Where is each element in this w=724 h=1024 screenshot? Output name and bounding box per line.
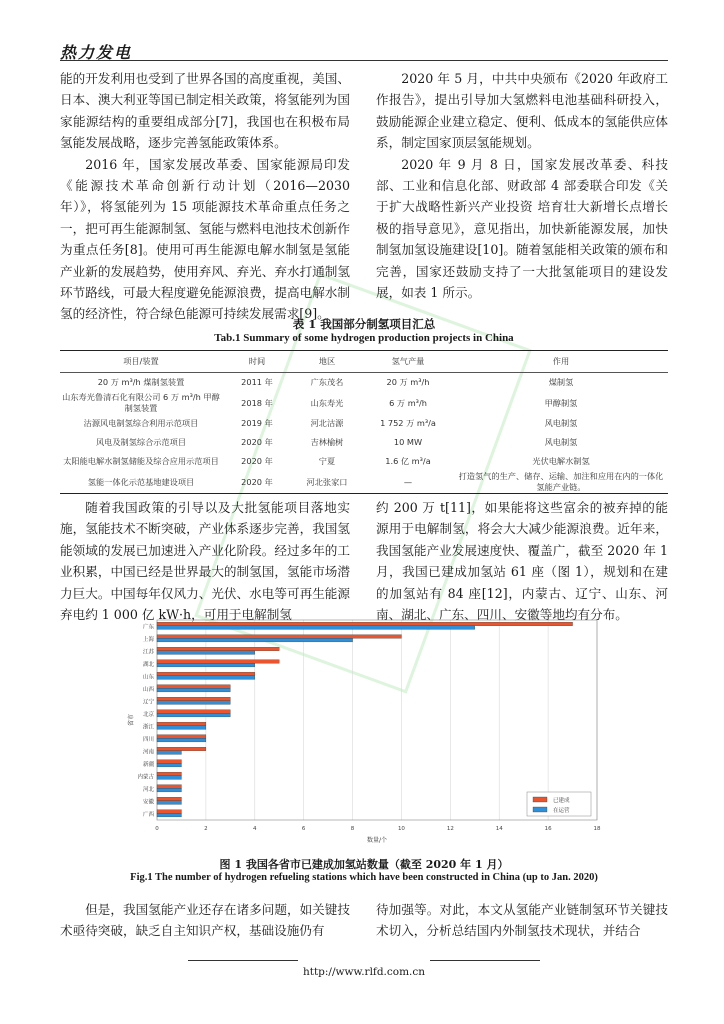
bottom-right-column xyxy=(376,899,668,942)
table-cell: 2019 年 xyxy=(241,418,273,428)
table-cell: 20 万 m³/h xyxy=(386,377,430,387)
left-mid-column xyxy=(60,497,350,625)
y-tick-label: 新疆 xyxy=(142,761,154,768)
table-header-cell: 地区 xyxy=(292,351,362,373)
table-caption-cn: 表 1 我国部分制氢项目汇总 xyxy=(292,317,436,331)
paragraph: 能的开发利用也受到了世界各国的高度重视，美国、日本、澳大利亚等国已制定相关政策，将氢能列为国家能源结构的重要组成部分[7]，我国也在积极布局氢能发展战略，逐步完善氢能政策体系。 xyxy=(60,71,350,151)
bar xyxy=(157,710,230,714)
table-cell: 2011 年 xyxy=(241,377,273,387)
table-cell: 6 万 m³/h xyxy=(389,397,427,408)
x-tick-label: 8 xyxy=(350,826,355,832)
projects-table xyxy=(60,350,668,494)
x-tick-label: 6 xyxy=(301,826,306,832)
y-tick-label: 北京 xyxy=(142,711,154,718)
table-cell: 太阳能电解水制氢储能及综合应用示范项目 xyxy=(63,456,219,466)
bar xyxy=(157,663,255,667)
table-cell: 甲醇制氢 xyxy=(544,397,578,408)
x-tick-label: 14 xyxy=(495,826,503,832)
bar xyxy=(157,688,230,692)
bar xyxy=(157,810,181,814)
table-header-cell: 氢气产量 xyxy=(362,351,454,373)
legend-swatch xyxy=(533,797,547,802)
y-tick-label: 江苏 xyxy=(142,649,154,656)
y-tick-label: 四川 xyxy=(142,736,154,743)
table-cell: 河北沽源 xyxy=(310,418,344,428)
y-tick-label: 安徽 xyxy=(142,799,154,806)
table-cell: 20 万 m³/h 煤制氢装置 xyxy=(97,377,185,387)
bar xyxy=(157,785,181,789)
x-axis-label: 数量/个 xyxy=(366,837,388,844)
hydrogen-stations-chart xyxy=(125,618,605,846)
x-tick-label: 18 xyxy=(593,826,601,832)
y-axis-label: 省市 xyxy=(128,713,135,727)
paragraph: 2016 年，国家发展改革委、国家能源局印发《能源技术革命创新行动计划（2016—2030 年）》，将氢能列为 15 项能源技术革命重点任务之一，把可再生能源制氢、氢能与燃料电池技术创新作为重点任务[8]。使用可再生能源电解水制氢是氢能产业新的发展趋势，使用弃风、弃光、弃水打通制氢环节路线，可最大程度避免能源浪费，提高电解水制氢的经济性，符合绿色能源可持续发展需求[9]。 xyxy=(60,156,350,322)
bar xyxy=(157,622,573,626)
table-row xyxy=(60,414,668,433)
bar xyxy=(157,685,230,689)
table-cell: 沽源风电制氢综合利用示范项目 xyxy=(83,418,199,428)
bar xyxy=(157,647,279,651)
table-row xyxy=(60,471,668,494)
bar xyxy=(157,788,181,792)
paragraph: 2020 年 5 月，中共中央颁布《2020 年政府工作报告》，提出引导加大氢燃料电池基础科研投入，鼓励能源企业建立稳定、便利、低成本的氢能供应体系，制定国家顶层氢能规划。 xyxy=(376,71,668,151)
right-mid-column xyxy=(376,497,668,625)
table-header-cell: 时间 xyxy=(222,351,292,373)
bottom-left-column xyxy=(60,899,350,942)
table-header-cell: 作用 xyxy=(454,351,668,373)
figure-caption-cn: 图 1 我国各省市已建成加氢站数量（截至 2020 年 1 月） xyxy=(219,858,509,871)
bar xyxy=(157,651,255,655)
table-cell: 2018 年 xyxy=(241,397,273,408)
bar xyxy=(157,722,206,726)
table-row xyxy=(60,373,668,393)
footer-rule-left xyxy=(188,960,298,961)
legend-swatch xyxy=(533,807,547,812)
table-row xyxy=(60,392,668,414)
bar xyxy=(157,701,230,705)
table-cell: 风电制氢 xyxy=(544,418,578,428)
bar xyxy=(157,635,401,639)
bar xyxy=(157,760,181,764)
table-row xyxy=(60,433,668,452)
table-cell: 广东茂名 xyxy=(310,377,344,387)
bar xyxy=(157,713,230,717)
bar xyxy=(157,776,181,780)
paragraph: 约 200 万 t[11]，如果能将这些富余的被弃掉的能源用于电解制氢，将会大大减少能源浪费。近年来，我国氢能产业发展速度快、覆盖广，截至 2020 年 1 月，我国已建成加氢站 61 座（图 1），规划和在建的加氢站有 84 座[12]，内蒙古、辽宁、山东、河南、湖北、广东、四川、安徽等地均有分布。 xyxy=(376,500,668,623)
bar xyxy=(157,672,255,676)
bar xyxy=(157,697,230,701)
bar xyxy=(157,772,181,776)
paragraph: 但是，我国氢能产业还存在诸多问题，如关键技术亟待突破，缺乏自主知识产权，基础设施仍有 xyxy=(60,902,350,939)
x-tick-label: 4 xyxy=(253,826,257,832)
table-cell: 吉林榆树 xyxy=(310,437,344,447)
table-cell: 煤制氢 xyxy=(548,377,574,387)
bar xyxy=(157,747,206,751)
table-cell: 2020 年 xyxy=(222,471,292,494)
y-tick-label: 山东 xyxy=(142,674,154,681)
y-tick-label: 湖北 xyxy=(142,661,154,668)
y-tick-label: 山西 xyxy=(142,686,154,693)
x-tick-label: 10 xyxy=(397,826,405,832)
bar xyxy=(157,738,206,742)
x-tick-label: 2 xyxy=(204,826,208,832)
y-tick-label: 内蒙古 xyxy=(137,774,154,781)
x-tick-label: 16 xyxy=(544,826,552,832)
y-tick-label: 广西 xyxy=(142,811,154,818)
bar xyxy=(157,797,181,801)
bar xyxy=(157,763,181,767)
table-header-row xyxy=(60,351,668,373)
journal-name: 热力发电 xyxy=(60,43,133,62)
bar xyxy=(157,726,206,730)
bar xyxy=(157,735,206,739)
table-cell: 宁夏 xyxy=(318,456,336,466)
table-caption-en: Tab.1 Summary of some hydrogen production projects in China xyxy=(214,332,514,344)
paragraph: 待加强等。对此，本文从氢能产业链制氢环节关键技术切入，分析总结国内外制氢技术现状，并结合 xyxy=(376,902,668,939)
table-cell: 河北张家口 xyxy=(292,471,362,494)
x-tick-label: 12 xyxy=(446,826,454,832)
y-tick-label: 上海 xyxy=(142,636,154,643)
bar xyxy=(157,813,181,817)
right-top-column xyxy=(376,68,668,303)
legend-label: 已建成 xyxy=(553,798,570,804)
y-tick-label: 浙江 xyxy=(142,724,154,731)
figure-caption-en: Fig.1 The number of hydrogen refueling stations which have been constructed in China (up to Jan. 2020) xyxy=(130,872,598,883)
x-tick-label: 0 xyxy=(155,826,159,832)
table-cell: 1.6 亿 m³/a xyxy=(385,456,431,466)
bar xyxy=(157,626,475,630)
table-cell: 山东寿光 xyxy=(310,397,344,408)
table-cell: 2020 年 xyxy=(241,437,273,447)
legend-label: 在运营 xyxy=(553,808,570,814)
y-tick-label: 广东 xyxy=(142,624,154,631)
bar xyxy=(157,676,255,680)
bar xyxy=(157,751,181,755)
table-cell: 光伏电解水制氢 xyxy=(532,456,590,466)
footer-url: http://www.rlfd.com.cn xyxy=(302,966,426,978)
paragraph: 随着我国政策的引导以及大批氢能项目落地实施，氢能技术不断突破，产业体系逐步完善，我国氢能领域的发展已加速进入产业化阶段。经过多年的工业积累，中国已经是世界最大的制氢国，氢能市场潜力巨大。中国每年仅风力、光伏、水电等可再生能源弃电约 1 000 亿 kW·h，可用于电解制氢 xyxy=(60,500,350,623)
left-top-column xyxy=(60,68,350,325)
table-header-cell: 项目/装置 xyxy=(60,351,222,373)
table-cell: 风电及制氢综合示范项目 xyxy=(95,437,187,447)
table-cell: 山东寿光鲁清石化有限公司 6 万 m³/h 甲醇制氢装置 xyxy=(62,392,220,413)
table-row xyxy=(60,452,668,471)
bar xyxy=(157,801,181,805)
table-cell: 风电制氢 xyxy=(544,437,578,447)
footer-rule-right xyxy=(430,960,540,961)
table-cell: 1 752 万 m³/a xyxy=(380,418,436,428)
header-rule xyxy=(60,60,668,61)
y-tick-label: 河南 xyxy=(142,749,154,756)
table-cell: 氢能一体化示范基地建设项目 xyxy=(60,471,222,494)
y-tick-label: 河北 xyxy=(142,786,154,793)
table-cell: 打造氢气的生产、储存、运输、加注和应用在内的一体化氢能产业链。 xyxy=(454,471,668,494)
table-cell: — xyxy=(362,471,454,494)
table-cell: 10 MW xyxy=(393,437,423,447)
bar xyxy=(157,660,279,664)
bar xyxy=(157,638,353,642)
y-tick-label: 辽宁 xyxy=(142,699,154,706)
table-cell: 2020 年 xyxy=(241,456,273,466)
paragraph: 2020 年 9 月 8 日，国家发展改革委、科技部、工业和信息化部、财政部 4 部委联合印发《关于扩大战略性新兴产业投资 培育壮大新增长点增长极的指导意见》，意见指出，加快新能源发展，加快制氢加氢设施建设[10]。随着氢能相关政策的颁布和完善，国家还鼓励支持了一大批氢能项目的建设发展，如表 1 所示。 xyxy=(376,156,668,301)
